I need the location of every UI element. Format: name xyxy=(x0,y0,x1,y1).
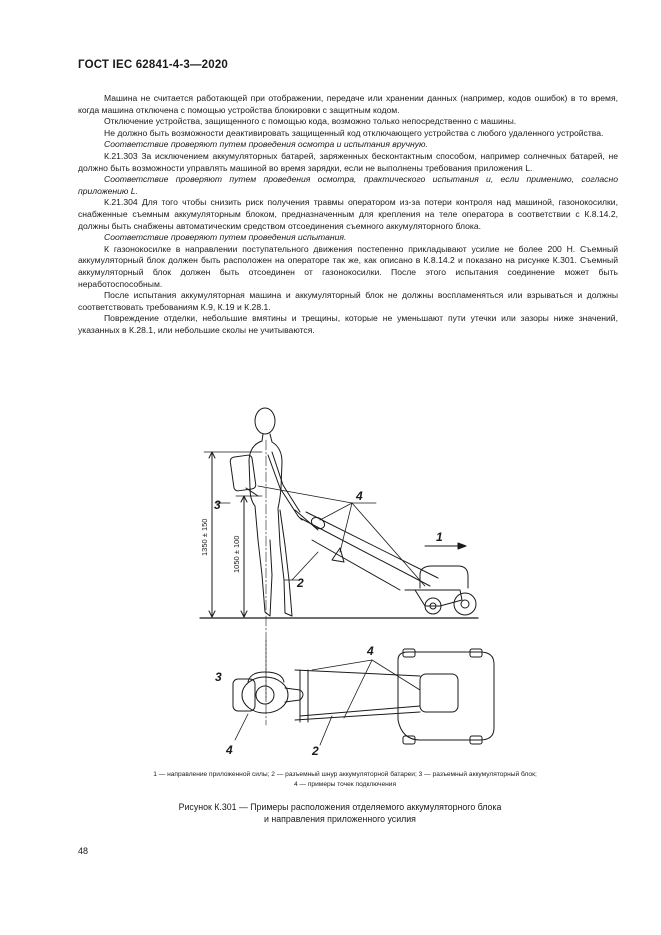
figure-caption xyxy=(80,801,600,825)
paragraph: Машина не считается работающей при отображении, передаче или хранении данных (например, кодов ошибок) в то время, когда машина отключена с помощью устройства блокировки с защитным кодом. xyxy=(78,93,618,115)
label-3-top: 3 xyxy=(215,670,222,684)
paragraph: Не должно быть возможности деактивировать защищенный код отключающего устройства с любого удаленного устройства. xyxy=(104,127,604,138)
dimension-label-outer: 1350 ± 150 xyxy=(200,518,209,556)
compliance-note: Соответствие проверяют путем проведения испытания. xyxy=(104,232,347,243)
figure-key-line: 1 — направление приложенной силы; 2 — разъемный шнур аккумуляторной батареи; 3 — разъемный аккумуляторный блок; xyxy=(153,771,537,778)
battery-pack xyxy=(230,455,257,492)
label-2-top: 2 xyxy=(312,744,319,758)
label-4: 4 xyxy=(356,489,363,503)
figure-caption-line: и направления приложенного усилия xyxy=(264,814,416,824)
label-4-top-left: 4 xyxy=(226,743,233,757)
paragraph: Отключение устройства, защищенного с помощью кода, возможно только непосредственно с машины. xyxy=(104,116,517,127)
figure-key-line: 4 — примеры точек подключения xyxy=(293,780,397,788)
mower-top-view xyxy=(295,649,494,744)
figure-caption-line: Рисунок К.301 — Примеры расположения отделяемого аккумуляторного блока xyxy=(178,802,502,812)
compliance-note: Соответствие проверяют путем проведения осмотра, практического испытания и, если применимо, согласно приложению L. xyxy=(78,174,618,196)
label-3: 3 xyxy=(214,498,221,512)
compliance-note: Соответствие проверяют путем проведения осмотра и испытания вручную. xyxy=(104,139,428,150)
paragraph: После испытания аккумуляторная машина и аккумуляторный блок не должны воспламеняться или взрываться и должны соответствовать требованиям К.9, К.19 и К.28.1. xyxy=(78,290,618,312)
dimension-label-inner: 1050 ± 100 xyxy=(232,535,241,573)
label-2: 2 xyxy=(297,576,304,590)
body-text xyxy=(78,93,618,336)
paragraph: К.21.303 За исключением аккумуляторных батарей, заряженных бесконтактным способом, например солнечных батарей, не должно быть возможности управлять машиной во время зарядки, если не выполнены требования приложения L. xyxy=(78,150,618,173)
operator-top-view xyxy=(233,640,303,725)
document-header: ГОСТ IEC 62841-4-3—2020 xyxy=(78,59,229,71)
page-number: 48 xyxy=(78,846,89,856)
label-4-top: 4 xyxy=(367,644,374,658)
mower-side xyxy=(295,510,476,615)
paragraph: К.21.304 Для того чтобы снизить риск получения травмы оператором из-за потери контроля над машиной, газонокосилки, снабженные съемным аккумуляторным блоком, предназначенным для крепления на теле оператора в соответствии с К.8.14.2, должны быть снабжены автоматическим средством отсоединения съемного аккумуляторного блока. xyxy=(78,197,618,231)
paragraph: К газонокосилке в направлении поступательного движения постепенно прикладывают усилие не более 200 Н. Съемный аккумуляторный блок должен быть расположен на операторе так же, как описано в К.8.14.2 и показано на рисунке К.301. Съемный аккумуляторный блок должен быть отсоединен от газонокосилки. После этого испытания соединение может быть неработоспособным. xyxy=(78,243,618,289)
paragraph: Повреждение отделки, небольшие вмятины и трещины, которые не уменьшают пути утечки или зазоры ниже значений, указанных в К.28.1, или небольшие сколы не учитываются. xyxy=(78,313,618,335)
figure-key xyxy=(80,770,610,789)
figure-k301 xyxy=(0,400,661,760)
label-1: 1 xyxy=(436,530,443,544)
